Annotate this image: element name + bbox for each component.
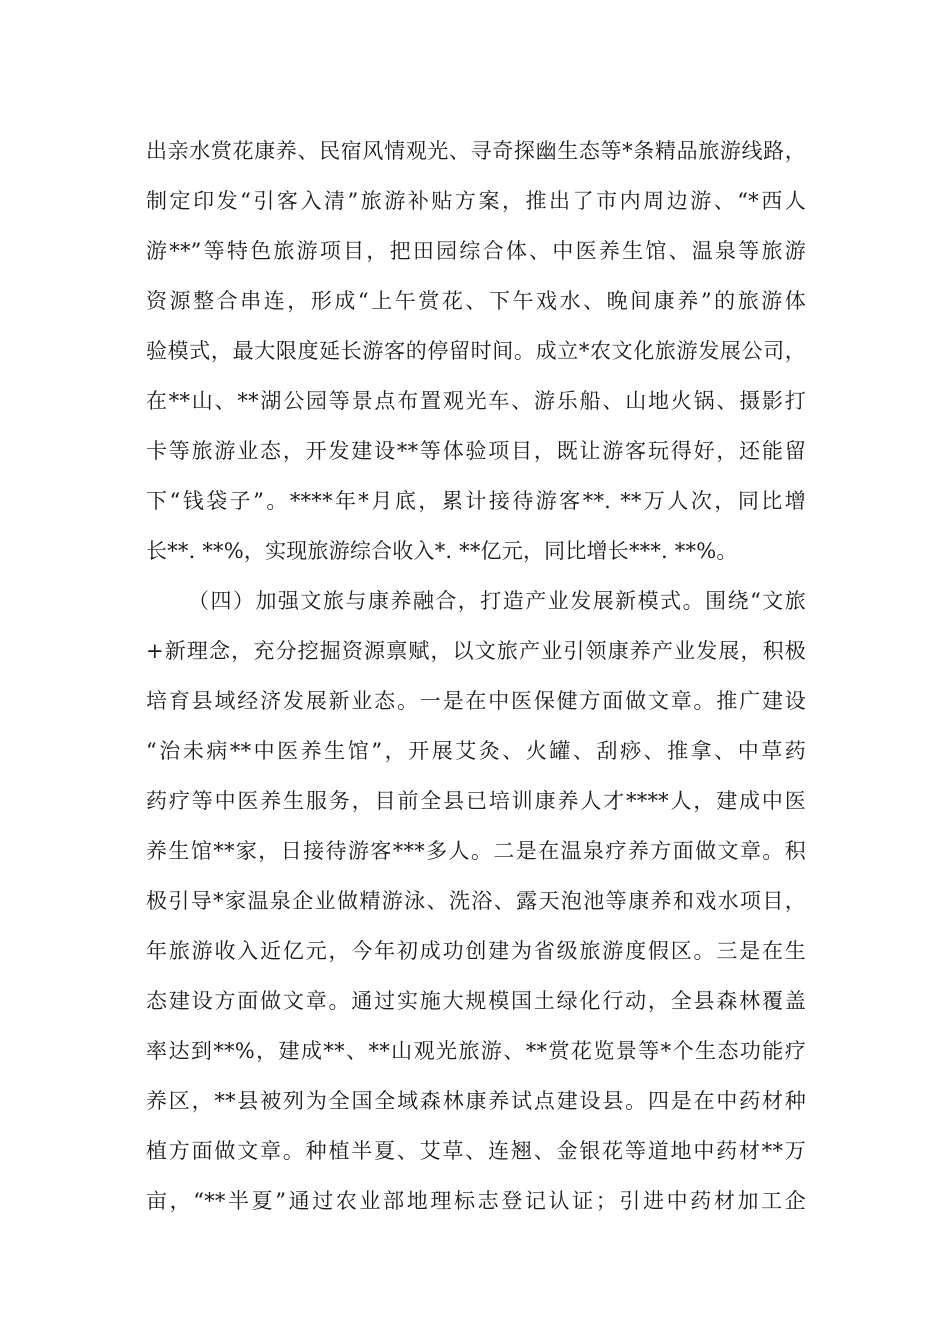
- text-line: 率达到**%，建成**、**山观光旅游、**赏花览景等*个生态功能疗: [146, 1039, 806, 1063]
- text-line: 长**. **%，实现旅游综合收入*. **亿元，同比增长***. **%。: [146, 539, 738, 563]
- text-line: +新理念，充分挖掘资源禀赋，以文旅产业引领康养产业发展，积极: [146, 639, 806, 663]
- text-line: 资源整合串连，形成“上午赏花、下午戏水、晚间康养”的旅游体: [146, 289, 806, 313]
- text-line: 亩，“**半夏”通过农业部地理标志登记认证；引进中药材加工企: [146, 1189, 806, 1213]
- text-line: 出亲水赏花康养、民宿风情观光、寻奇探幽生态等*条精品旅游线路，: [146, 139, 806, 163]
- text-line: 验模式，最大限度延长游客的停留时间。成立*农文化旅游发展公司，: [146, 339, 806, 363]
- text-line: 游**”等特色旅游项目，把田园综合体、中医养生馆、温泉等旅游: [146, 239, 806, 263]
- text-line: 培育县域经济发展新业态。一是在中医保健方面做文章。推广建设: [146, 689, 806, 713]
- text-line: 养生馆**家，日接待游客***多人。二是在温泉疗养方面做文章。积: [146, 839, 806, 863]
- text-line: 态建设方面做文章。通过实施大规模国土绿化行动，全县森林覆盖: [146, 989, 806, 1013]
- text-line: 年旅游收入近亿元，今年初成功创建为省级旅游度假区。三是在生: [146, 939, 806, 963]
- text-line: “治未病**中医养生馆”，开展艾灸、火罐、刮痧、推拿、中草药: [146, 739, 806, 763]
- text-line: 养区，**县被列为全国全域森林康养试点建设县。四是在中药材种: [146, 1089, 806, 1113]
- text-line: 下“钱袋子”。****年*月底，累计接待游客**. **万人次，同比增: [146, 489, 806, 513]
- text-line: 药疗等中医养生服务，目前全县已培训康养人才****人，建成中医: [146, 789, 806, 813]
- text-line: 卡等旅游业态，开发建设**等体验项目，既让游客玩得好，还能留: [146, 439, 806, 463]
- text-line: 在**山、**湖公园等景点布置观光车、游乐船、山地火锅、摄影打: [146, 389, 806, 413]
- text-line: 制定印发“引客入清”旅游补贴方案，推出了市内周边游、“*西人: [146, 189, 806, 213]
- text-line: 极引导*家温泉企业做精游泳、洗浴、露天泡池等康养和戏水项目，: [146, 889, 806, 913]
- paragraph-heading-line: （四）加强文旅与康养融合，打造产业发展新模式。围绕“文旅: [188, 589, 806, 613]
- text-line: 植方面做文章。种植半夏、艾草、连翘、金银花等道地中药材**万: [146, 1139, 806, 1163]
